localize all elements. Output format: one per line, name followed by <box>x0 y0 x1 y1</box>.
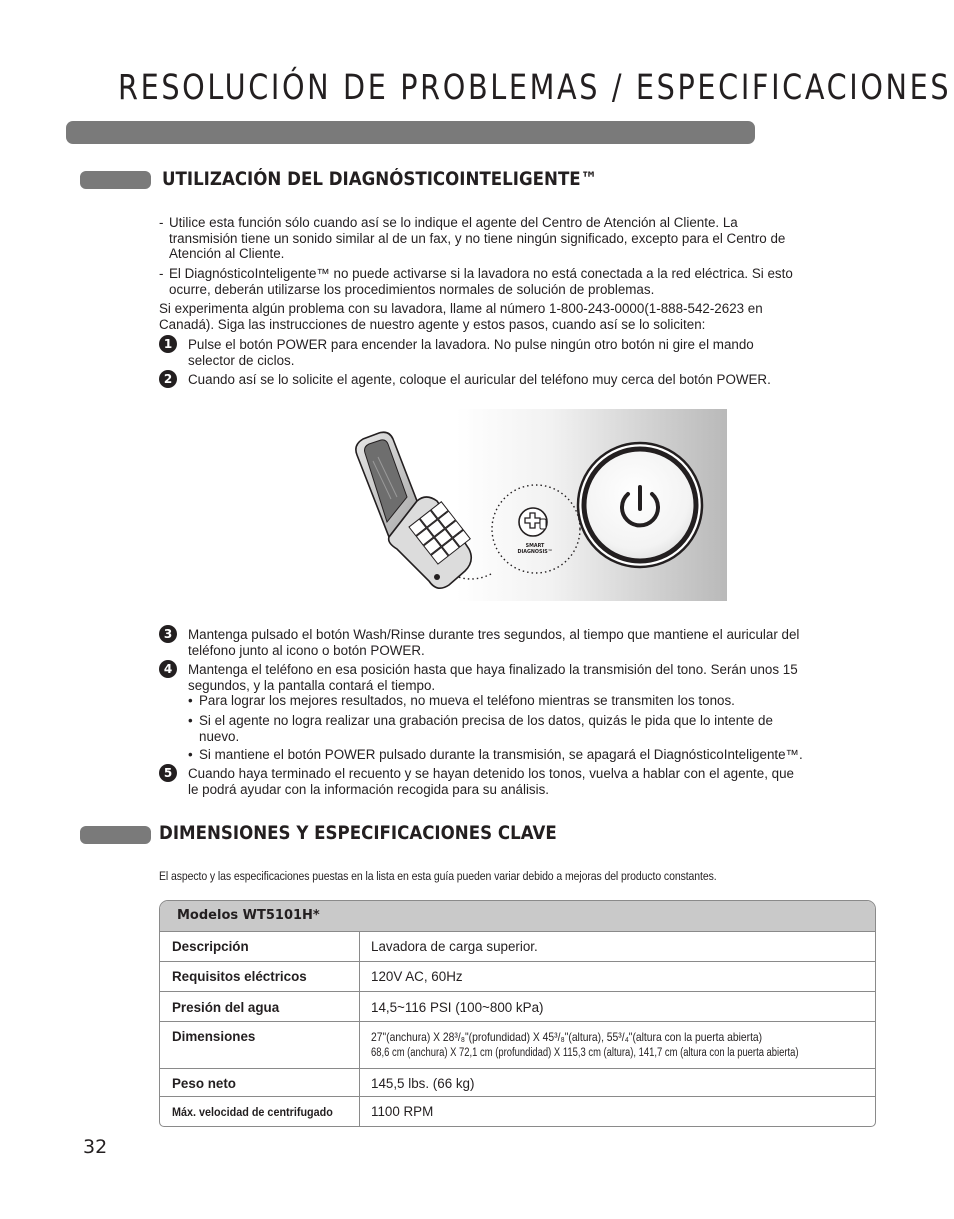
spec-value: 1100 RPM <box>371 1104 434 1119</box>
table-row <box>160 932 875 962</box>
page-title: RESOLUCIÓN DE PROBLEMAS / ESPECIFICACIONES <box>118 68 952 108</box>
table-row <box>160 1022 875 1069</box>
bullet-dot: • <box>188 693 193 708</box>
bullet-line: nuevo. <box>199 728 240 744</box>
spec-value: 120V AC, 60Hz <box>371 969 463 984</box>
intro-paragraph <box>159 301 879 332</box>
step-1 <box>159 335 879 368</box>
step-line: Mantenga pulsado el botón Wash/Rinse durante tres segundos, al tiempo que mantiene el auricular del <box>188 627 800 642</box>
step-line: Pulse el botón POWER para encender la lavadora. No pulse ningún otro botón ni gire el mando <box>188 337 754 352</box>
note-line: El DiagnósticoInteligente™ no puede activarse si la lavadora no está conectada a la red eléctrica. Si esto <box>169 266 793 281</box>
step-number-badge: 3 <box>159 625 177 643</box>
section-marker <box>80 171 151 189</box>
section-marker <box>80 826 151 844</box>
spec-value: 14,5~116 PSI (100~800 kPa) <box>371 1000 544 1015</box>
spec-label: Peso neto <box>172 1076 236 1091</box>
dimensions-metric: 68,6 cm (anchura) X 72,1 cm (profundidad) X 115,3 cm (altura), 141,7 cm (altura con la puerta abierta) <box>371 1047 799 1059</box>
bullet-dot: • <box>188 713 193 728</box>
note-line: ocurre, deberán utilizarse los procedimientos normales de solución de problemas. <box>169 281 655 297</box>
spec-table-header <box>160 901 875 932</box>
title-underline-bar <box>66 121 755 144</box>
step-line: teléfono junto al icono o botón POWER. <box>188 642 425 658</box>
page-number: 32 <box>83 1136 108 1158</box>
spec-value: Lavadora de carga superior. <box>371 939 538 954</box>
bullet-line: Para lograr los mejores resultados, no mueva el teléfono mientras se transmiten los tonos. <box>199 693 735 708</box>
step-2 <box>159 370 879 388</box>
model-header: Modelos WT5101H* <box>177 908 320 923</box>
step-line: segundos, y la pantalla contará el tiempo. <box>188 677 436 693</box>
flip-phone-graphic <box>356 432 471 588</box>
step-4-bullet <box>188 747 878 763</box>
bullet-dot: • <box>188 747 193 762</box>
step-line: Cuando así se lo solicite el agente, coloque el auricular del teléfono muy cerca del botón POWER. <box>188 372 771 387</box>
spec-value: 145,5 lbs. (66 kg) <box>371 1076 475 1091</box>
note-dash: - <box>159 215 164 230</box>
table-row <box>160 992 875 1022</box>
smart-diagnosis-label: SMART <box>525 544 545 549</box>
spec-label: Descripción <box>172 939 249 954</box>
spec-label: Máx. velocidad de centrifugado <box>172 1105 333 1119</box>
table-row <box>160 962 875 992</box>
dimensions-imperial: 27"(anchura) X 28³/₈"(profundidad) X 45³/₈"(altura), 55³/₄"(altura con la puerta abierta) <box>371 1030 763 1044</box>
step-4-bullet <box>188 693 878 709</box>
spec-label: Requisitos eléctricos <box>172 969 307 984</box>
step-line: selector de ciclos. <box>188 352 295 368</box>
phone-power-button-illustration <box>351 409 727 601</box>
step-5 <box>159 764 879 797</box>
note-item <box>159 215 879 262</box>
note-line: transmisión tiene un sonido similar al de un fax, y no tiene ningún significado, excepto para el Centro de <box>169 230 786 246</box>
step-line: Mantenga el teléfono en esa posición hasta que haya finalizado la transmisión del tono. Serán unos 15 <box>188 662 798 677</box>
intro-line: Canadá). Siga las instrucciones de nuestro agente y estos pasos, cuando así se lo soliciten: <box>159 316 706 332</box>
spec-value <box>371 1030 876 1059</box>
note-item <box>159 266 879 297</box>
spec-table <box>159 900 876 1127</box>
bullet-line: Si mantiene el botón POWER pulsado durante la transmisión, se apagará el DiagnósticoInteligente™. <box>199 747 803 762</box>
smart-diagnosis-label: DIAGNOSIS™ <box>517 550 553 555</box>
step-line: Cuando haya terminado el recuento y se hayan detenido los tonos, vuelva a hablar con el agente, que <box>188 766 794 781</box>
section-heading-smart-diagnosis: UTILIZACIÓN DEL DIAGNÓSTICOINTELIGENTE™ <box>162 169 598 190</box>
note-dash: - <box>159 266 164 281</box>
step-4 <box>159 660 879 693</box>
table-row <box>160 1097 875 1126</box>
step-line: le podrá ayudar con la información recogida para su análisis. <box>188 781 550 797</box>
note-line: Utilice esta función sólo cuando así se lo indique el agente del Centro de Atención al Cliente. La <box>169 215 738 230</box>
power-button-graphic <box>578 443 702 567</box>
spec-label: Presión del agua <box>172 1000 280 1015</box>
step-number-badge: 4 <box>159 660 177 678</box>
spec-label: Dimensiones <box>172 1029 256 1044</box>
step-3 <box>159 625 879 658</box>
section-heading-specifications: DIMENSIONES Y ESPECIFICACIONES CLAVE <box>159 823 557 844</box>
table-row <box>160 1069 875 1097</box>
note-line: Atención al Cliente. <box>169 246 285 262</box>
intro-line: Si experimenta algún problema con su lavadora, llame al número 1-800-243-0000(1-888-542-2623 en <box>159 301 763 316</box>
step-number-badge: 2 <box>159 370 177 388</box>
step-4-bullet <box>188 713 878 744</box>
step-number-badge: 1 <box>159 335 177 353</box>
bullet-line: Si el agente no logra realizar una grabación precisa de los datos, quizás le pida que lo intente de <box>199 713 773 728</box>
specs-disclaimer: El aspecto y las especificaciones puestas en la lista en esta guía pueden variar debido a mejoras del producto constantes. <box>159 869 717 883</box>
step-number-badge: 5 <box>159 764 177 782</box>
